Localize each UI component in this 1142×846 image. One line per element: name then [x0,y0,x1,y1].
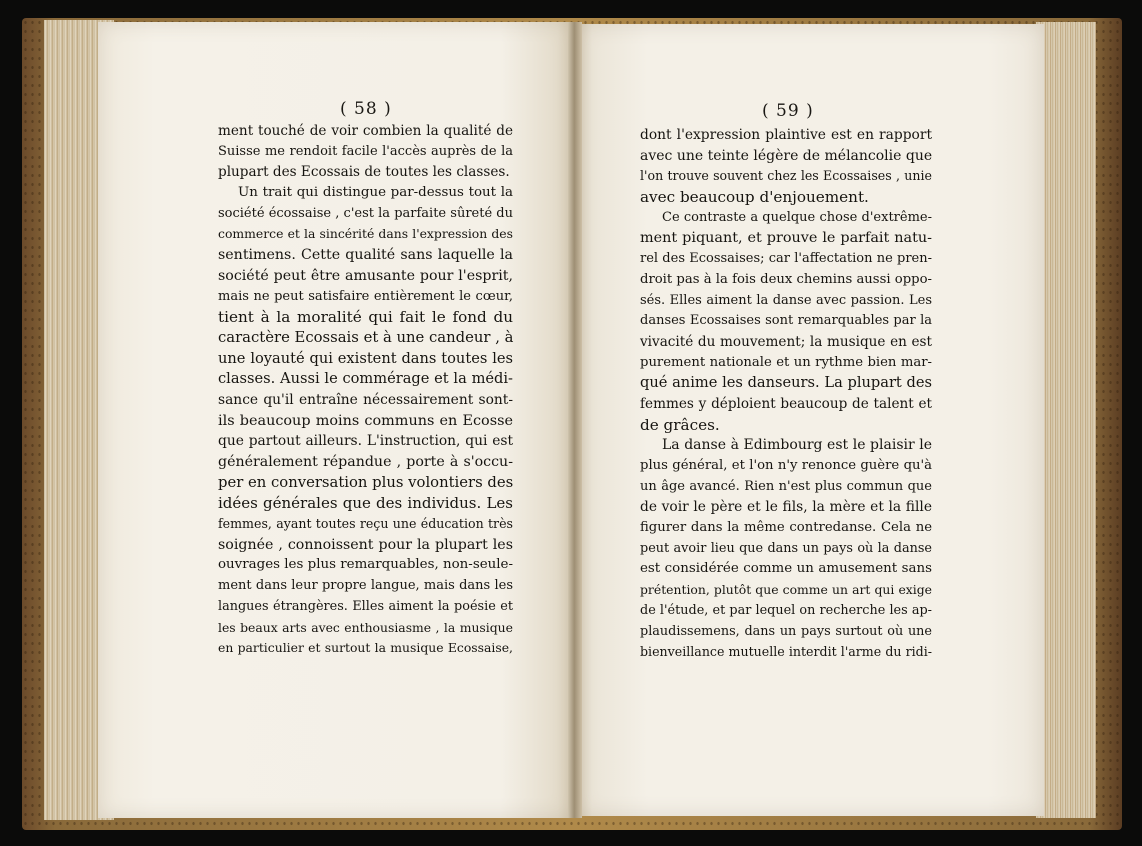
text-line: avec une teinte légère de mélancolie que [640,147,933,164]
text-line: de l'étude, et par lequel on recherche les ap- [640,602,932,618]
text-line: sentimens. Cette qualité sans laquelle la [218,247,513,264]
text-line: l'on trouve souvent chez les Ecossaises , unie [640,168,932,184]
text-line: classes. Aussi le commérage et la médi- [218,370,513,388]
text-line: qué anime les danseurs. La plupart des [640,374,932,392]
text-line: société peut être amusante pour l'esprit, [218,267,513,284]
right-page-text [640,125,932,663]
text-line: prétention, plutôt que comme un art qui exige [640,582,932,598]
text-line: avec beaucoup d'enjouement. [640,188,869,207]
text-line: bienveillance mutuelle interdit l'arme du ridi- [640,644,932,660]
text-line: en particulier et surtout la musique Ecossaise, [218,640,513,656]
text-line: figurer dans la même contredanse. Cela ne [640,520,932,536]
text-line: femmes y déploient beaucoup de talent et [640,395,932,412]
text-line: les beaux arts avec enthousiasme , la musique [218,619,513,635]
text-line: que partout ailleurs. L'instruction, qui est [218,433,513,450]
text-line: plaudissemens, dans un pays surtout où une [640,623,932,639]
text-line: plus général, et l'on n'y renonce guère qu'à [640,458,932,473]
text-line: de grâces. [640,415,720,434]
text-line: langues étrangères. Elles aiment la poésie et [218,598,513,614]
left-page-number: ( 58 ) [340,99,392,119]
text-line: La danse à Edimbourg est le plaisir le [662,437,932,454]
text-line: sance qu'il entraîne nécessairement sont- [218,391,513,408]
text-line: Ce contraste a quelque chose d'extrême- [662,209,932,225]
text-line: droit pas à la fois deux chemins aussi oppo- [640,271,932,287]
text-line: tient à la moralité qui fait le fond du [218,308,513,327]
text-line: de voir le père et le fils, la mère et la fille [640,499,932,516]
left-page-text [218,121,513,659]
text-line: un âge avancé. Rien n'est plus commun que [640,478,932,494]
text-line: est considérée comme un amusement sans [640,561,932,577]
text-line: danses Ecossaises sont remarquables par la [640,313,932,329]
book-gutter [568,22,582,818]
text-line: dont l'expression plaintive est en rapport [640,127,932,143]
text-line: vivacité du mouvement; la musique en est [640,333,932,350]
text-line: rel des Ecossaises; car l'affectation ne pren- [640,251,932,267]
text-line: commerce et la sincérité dans l'expression des [218,226,513,242]
right-page-stack [1036,22,1096,818]
right-page-number: ( 59 ) [762,101,814,121]
text-line: une loyauté qui existent dans toutes les [218,349,513,367]
text-line: société écossaise , c'est la parfaite sûreté du [218,205,513,221]
text-line: idées générales que des individus. Les [218,494,513,513]
text-line: Suisse me rendoit facile l'accès auprès de la [218,143,513,159]
text-line: ment piquant, et prouve le parfait natu- [640,230,932,247]
text-line: mais ne peut satisfaire entièrement le cœur, [218,288,513,304]
text-line: caractère Ecossais et à une candeur , à [218,328,514,346]
text-line: Un trait qui distingue par-dessus tout la [238,185,513,201]
text-line: ment touché de voir combien la qualité de [218,123,513,139]
text-line: ouvrages les plus remarquables, non-seule- [218,557,513,573]
text-line: ment dans leur propre langue, mais dans les [218,578,513,594]
text-line: per en conversation plus volontiers des [218,473,514,491]
text-line: femmes, ayant toutes reçu une éducation très [218,516,513,532]
text-line: ils beaucoup moins communs en Ecosse [218,412,513,429]
text-line: peut avoir lieu que dans un pays où la danse [640,540,932,556]
text-line: purement nationale et un rythme bien mar- [640,354,932,370]
text-line: généralement répandue , porte à s'occu- [218,454,513,470]
text-line: plupart des Ecossais de toutes les classes. [218,164,510,181]
text-line: soignée , connoissent pour la plupart les [218,536,513,553]
text-line: sés. Elles aiment la danse avec passion. Les [640,292,932,308]
